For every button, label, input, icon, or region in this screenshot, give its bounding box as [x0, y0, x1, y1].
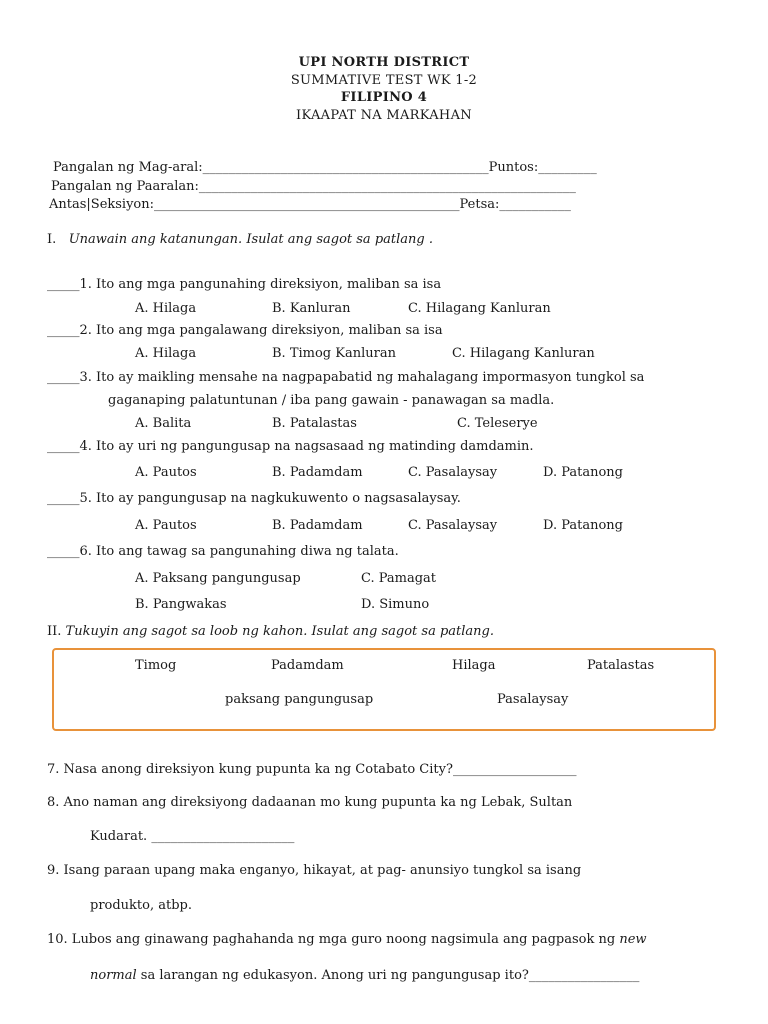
word-bank-padamdam: Padamdam — [271, 658, 344, 673]
subject-title: FILIPINO 4 — [340, 90, 428, 105]
part1-numeral: I. — [47, 232, 57, 247]
question-8: 8. Ano naman ang direksiyong dadaanan mo kung pupunta ka ng Lebak, Sultan — [47, 795, 573, 810]
q4-choice-d: D. Patanong — [543, 465, 624, 480]
q6-choice-b: B. Pangwakas — [135, 597, 227, 612]
q1-choice-c: C. Hilagang Kanluran — [408, 301, 551, 316]
question-9: 9. Isang paraan upang maka enganyo, hikayat, at pag- anunsiyo tungkol sa isang — [47, 863, 582, 878]
question-3-cont: gaganaping palatuntunan / iba pang gawain - panawagan sa madla. — [108, 393, 555, 408]
q5-choice-a: A. Pautos — [135, 518, 197, 533]
part2-heading — [47, 624, 494, 639]
part2-numeral: II. — [47, 624, 62, 639]
question-7: 7. Nasa anong direksiyon kung pupunta ka ng Cotabato City?___________________ — [47, 762, 577, 777]
q4-choice-b: B. Padamdam — [272, 465, 363, 480]
question-10-cont — [90, 968, 639, 983]
question-3: _____3. Ito ay maikling mensahe na nagpapabatid ng mahalagang impormasyon tungkol sa — [47, 370, 645, 385]
question-10-cont-text: sa larangan ng edukasyon. Anong uri ng pangungusap ito?_________________ — [136, 968, 640, 983]
q5-choice-d: D. Patanong — [543, 518, 624, 533]
q5-choice-c: C. Pasalaysay — [408, 518, 498, 533]
question-10-italic: new — [619, 932, 647, 947]
quarter-title: IKAAPAT NA MARKAHAN — [296, 108, 472, 123]
q6-choice-d: D. Simuno — [361, 597, 430, 612]
q3-choice-a: A. Balita — [135, 416, 192, 431]
word-bank-hilaga: Hilaga — [452, 658, 496, 673]
question-10 — [47, 932, 647, 947]
q3-choice-c: C. Teleserye — [457, 416, 538, 431]
test-title: SUMMATIVE TEST WK 1-2 — [290, 73, 478, 88]
q6-choice-a: A. Paksang pangungusap — [135, 571, 301, 586]
word-bank-paksang-pangungusap: paksang pangungusap — [225, 692, 374, 707]
question-5: _____5. Ito ay pangungusap na nagkukuwento o nagsasalaysay. — [47, 491, 461, 506]
part1-heading — [47, 232, 433, 247]
word-bank-timog: Timog — [135, 658, 177, 673]
school-name-field[interactable]: Pangalan ng Paaralan:__________________________________________________________ — [51, 179, 576, 194]
part2-instruction: Tukuyin ang sagot sa loob ng kahon. Isulat ang sagot sa patlang. — [65, 624, 494, 639]
q4-choice-a: A. Pautos — [135, 465, 197, 480]
word-bank-pasalaysay: Pasalaysay — [497, 692, 569, 707]
q5-choice-b: B. Padamdam — [272, 518, 363, 533]
question-9-cont: produkto, atbp. — [90, 898, 193, 913]
question-10-text: 10. Lubos ang ginawang paghahanda ng mga guro noong nagsimula ang pagpasok ng — [47, 932, 620, 947]
q4-choice-c: C. Pasalaysay — [408, 465, 498, 480]
question-6: _____6. Ito ang tawag sa pangunahing diwa ng talata. — [47, 544, 399, 559]
part1-instruction: Unawain ang katanungan. Isulat ang sagot sa patlang . — [68, 232, 433, 247]
q2-choice-a: A. Hilaga — [135, 346, 197, 361]
district-title: UPI NORTH DISTRICT — [298, 55, 470, 70]
q1-choice-b: B. Kanluran — [272, 301, 351, 316]
question-1: _____1. Ito ang mga pangunahing direksiyon, maliban sa isa — [47, 277, 442, 292]
question-2: _____2. Ito ang mga pangalawang direksiyon, maliban sa isa — [47, 323, 443, 338]
q1-choice-a: A. Hilaga — [135, 301, 197, 316]
question-10-cont-italic: normal — [90, 968, 137, 983]
q2-choice-c: C. Hilagang Kanluran — [452, 346, 595, 361]
question-8-cont: Kudarat. ______________________ — [90, 829, 295, 844]
question-4: _____4. Ito ay uri ng pangungusap na nagsasaad ng matinding damdamin. — [47, 439, 534, 454]
q6-choice-c: C. Pamagat — [361, 571, 437, 586]
student-name-field[interactable]: Pangalan ng Mag-aral:____________________________________________Puntos:_________ — [53, 160, 597, 175]
q3-choice-b: B. Patalastas — [272, 416, 357, 431]
grade-section-field[interactable]: Antas|Seksiyon:_______________________________________________Petsa:___________ — [49, 197, 571, 212]
word-bank-patalastas: Patalastas — [587, 658, 655, 673]
q2-choice-b: B. Timog Kanluran — [272, 346, 396, 361]
